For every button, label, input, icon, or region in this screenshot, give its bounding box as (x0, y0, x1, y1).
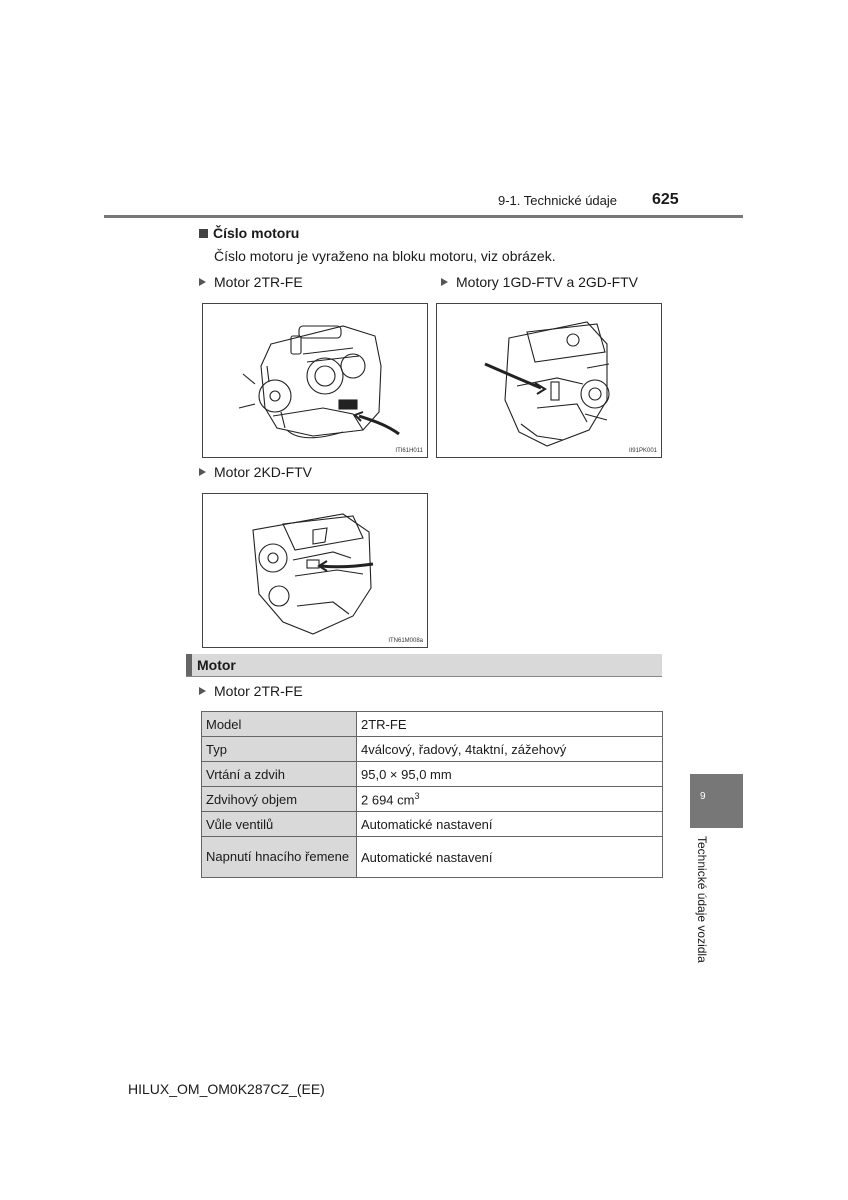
spec-key: Zdvihový objem (202, 787, 357, 812)
table-row (202, 712, 663, 737)
figure-label-text: Motor 2KD-FTV (214, 464, 313, 480)
motor-subtitle (199, 683, 303, 699)
spec-value-cell (357, 787, 663, 812)
engine-figure-2kd (202, 493, 428, 648)
spec-value: Automatické nastavení (357, 812, 663, 837)
chapter-number: 9 (700, 791, 706, 802)
chapter-tab (690, 774, 743, 828)
spec-key: Model (202, 712, 357, 737)
engine-figure-1gd-2gd (436, 303, 662, 458)
motor-subtitle-text: Motor 2TR-FE (214, 683, 303, 699)
square-bullet-icon (199, 229, 208, 238)
figure-code: II91PK001 (628, 448, 657, 454)
motor-section-bar (186, 654, 662, 677)
triangle-bullet-icon (199, 468, 206, 476)
header-section-title: 9-1. Technické údaje (498, 193, 618, 208)
engine-illustration-icon (203, 304, 429, 459)
triangle-bullet-icon (441, 278, 448, 286)
footer-code: HILUX_OM_OM0K287CZ_(EE) (128, 1081, 325, 1097)
figure-label-1gd-2gd (441, 274, 638, 290)
spec-key: Napnutí hnacího řemene (202, 837, 357, 878)
figure-code: ITI61H011 (395, 448, 423, 454)
triangle-bullet-icon (199, 278, 206, 286)
figure-code: ITN61M008a (388, 638, 423, 644)
section-heading-text: Číslo motoru (213, 225, 300, 241)
figure-label-text: Motory 1GD-FTV a 2GD-FTV (456, 274, 639, 290)
spec-key: Vrtání a zdvih (202, 762, 357, 787)
chapter-side-label: Technické údaje vozidla (695, 836, 709, 963)
header-rule (104, 215, 743, 218)
spec-value: 4válcový, řadový, 4taktní, zážehový (357, 737, 663, 762)
figure-label-2kd (199, 464, 312, 480)
engine-illustration-icon (203, 494, 429, 649)
spec-value-superscript: 3 (414, 790, 420, 801)
table-row (202, 787, 663, 812)
spec-value: 2TR-FE (357, 712, 663, 737)
intro-text: Číslo motoru je vyraženo na bloku motoru, viz obrázek. (214, 248, 556, 264)
table-row (202, 737, 663, 762)
triangle-bullet-icon (199, 687, 206, 695)
section-accent (186, 654, 192, 676)
engine-figure-2tr (202, 303, 428, 458)
motor-section-title: Motor (197, 657, 236, 673)
spec-value: 95,0 × 95,0 mm (357, 762, 663, 787)
section-heading (199, 225, 299, 241)
engine-spec-table (201, 711, 663, 878)
spec-value: Automatické nastavení (357, 837, 663, 878)
spec-key: Typ (202, 737, 357, 762)
table-row (202, 812, 663, 837)
page-number: 625 (652, 191, 679, 208)
engine-illustration-icon (437, 304, 663, 459)
figure-label-text: Motor 2TR-FE (214, 274, 303, 290)
spec-key: Vůle ventilů (202, 812, 357, 837)
figure-label-2tr (199, 274, 303, 290)
spec-value: 2 694 cm (361, 792, 415, 808)
table-row (202, 837, 663, 878)
table-row (202, 762, 663, 787)
